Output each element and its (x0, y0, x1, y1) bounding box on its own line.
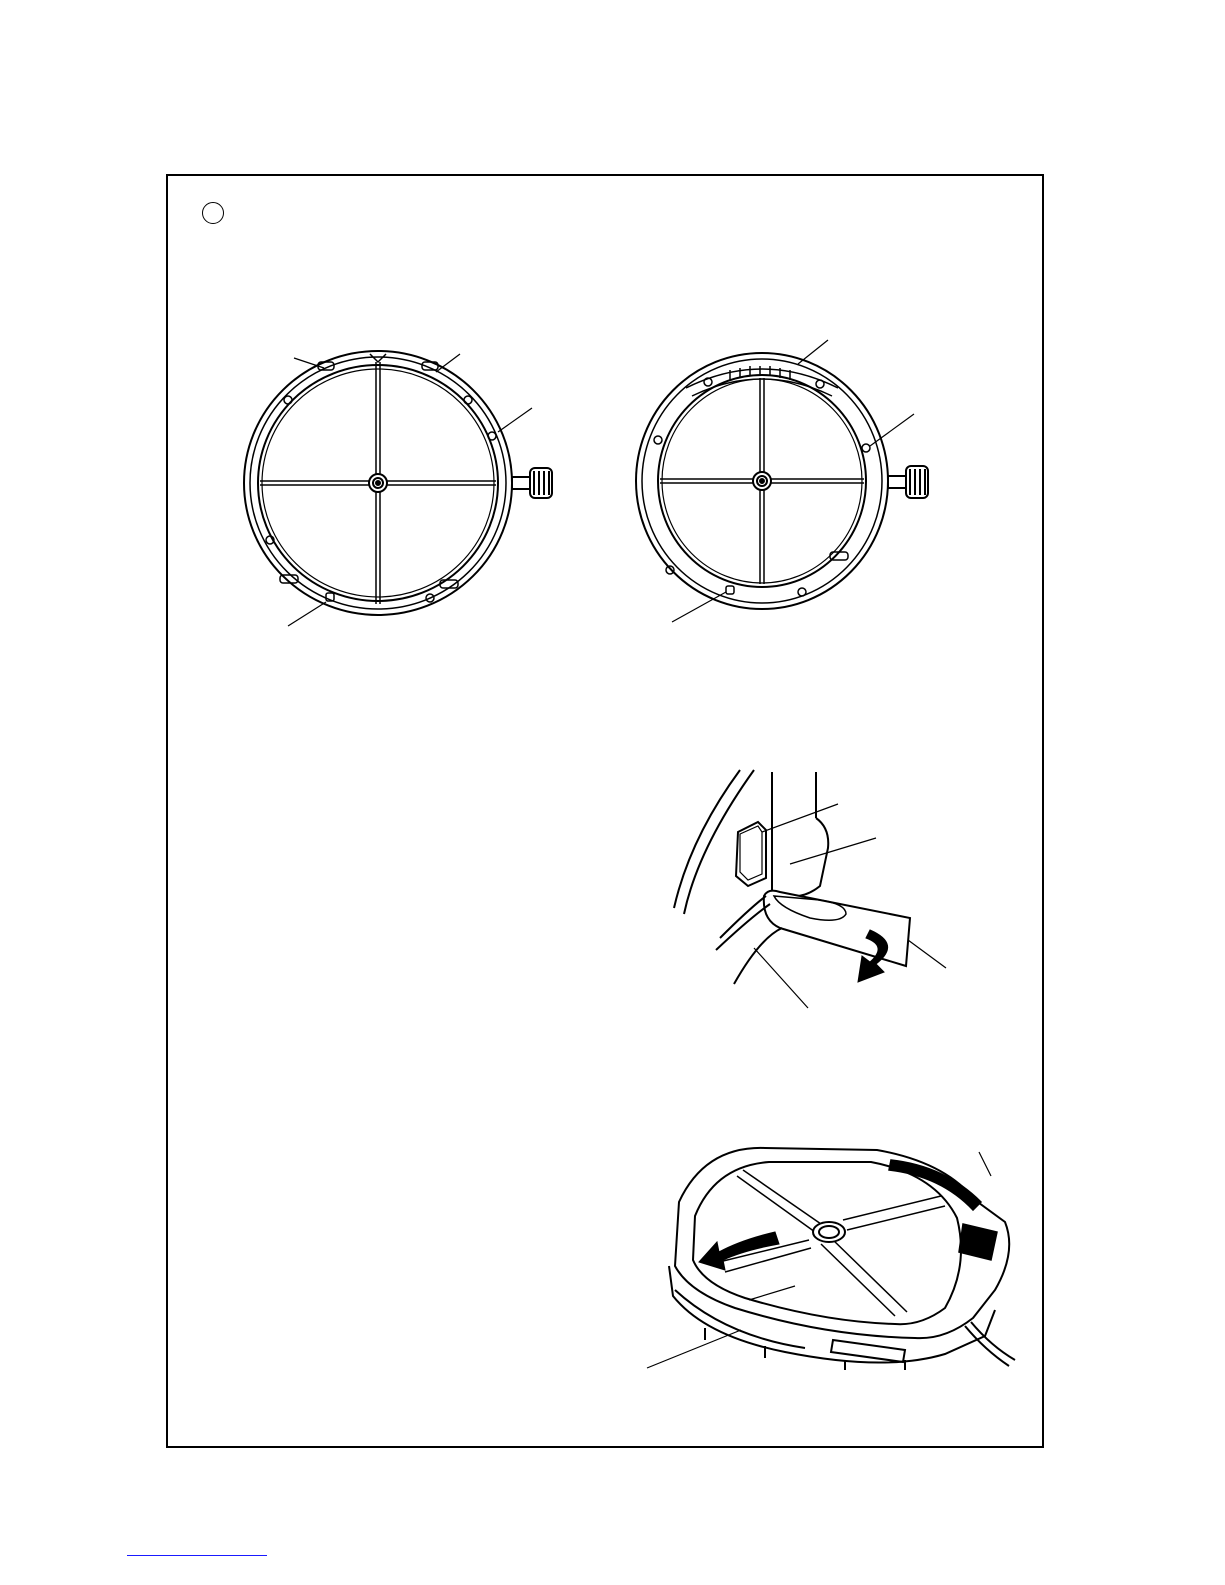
movement-rear-wheel-bridge (686, 366, 838, 396)
plate-removal-figure (645, 1140, 1025, 1390)
movement-rear-center-hub (753, 472, 771, 490)
lever-detail-figure (670, 768, 960, 1013)
lever-detail-setting-lever (736, 822, 766, 886)
lever-detail-screwdriver (764, 891, 910, 966)
movement-front-figure (240, 340, 560, 640)
plate-removal-center-hub (813, 1222, 845, 1242)
movement-rear-notches (654, 436, 870, 596)
footer-link-underline[interactable] (127, 1555, 267, 1556)
plate-removal-cable (965, 1322, 1015, 1366)
step-circle-marker (202, 202, 224, 224)
plate-removal-top-plate (675, 1148, 1009, 1338)
movement-rear-crown (888, 466, 928, 498)
movement-front-leader-lines (288, 354, 532, 626)
movement-front-center-hub (369, 474, 387, 492)
movement-rear-figure (630, 330, 950, 635)
movement-front-crown (512, 468, 552, 498)
